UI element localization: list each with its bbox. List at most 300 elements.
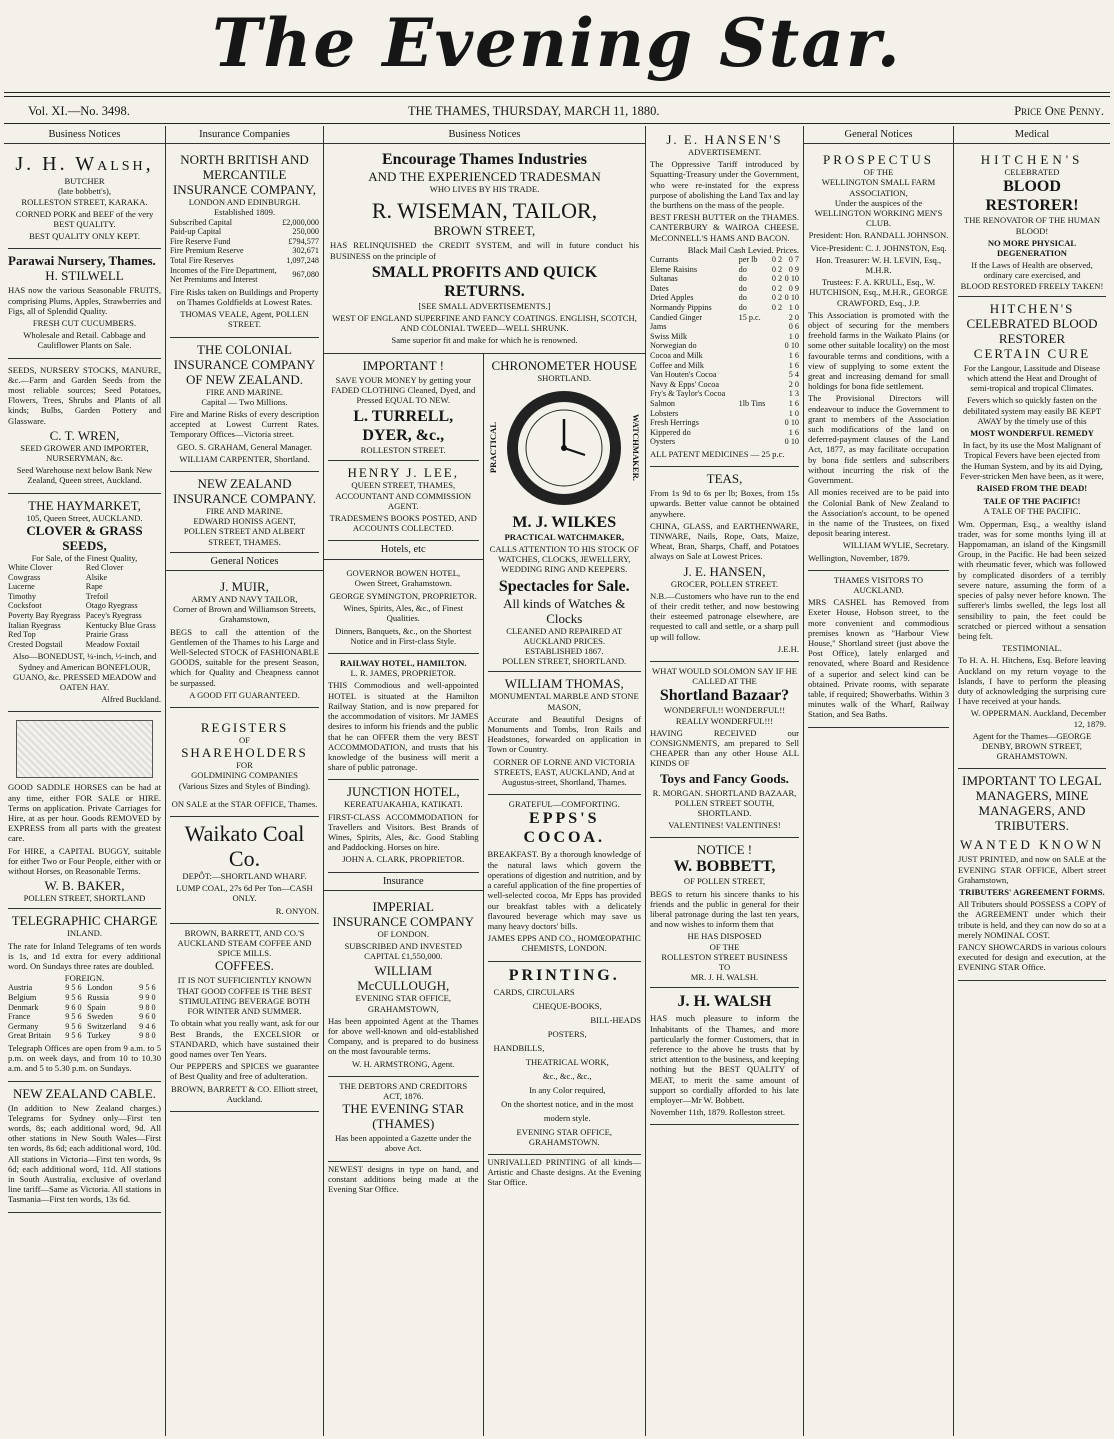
table-cell: Lucerne xyxy=(8,582,35,592)
ad-address: ROLLESTON STREET. xyxy=(360,445,446,456)
ad-tributers-forms xyxy=(958,769,1106,980)
ad-body-2: Fevers which so quickly fasten on the debilitated system may easily BE KEPT AWAY by the timely use of this xyxy=(962,395,1102,426)
table-cell: Eleme Raisins xyxy=(650,264,698,274)
ad-body: Accurate and Beautiful Designs of Monuments and Tombs, Iron Rails and Headstones, forwarded on application in Town or Country. xyxy=(487,713,641,755)
ad-side-label: PRACTICAL xyxy=(487,422,498,474)
ad-line: MOST WONDERFUL REMEDY xyxy=(970,428,1094,439)
table-cell xyxy=(770,409,782,419)
ad-body: HAVING RECEIVED our CONSIGNMENTS, am prepared to Sell CHEAPER than any other House ALL KINDS OF xyxy=(650,727,799,769)
table-cell: Trefoil xyxy=(85,591,109,601)
table-cell: Fire Reserve Fund xyxy=(170,236,231,246)
ad-line: MR. J. H. WALSH. xyxy=(690,972,759,983)
ad-hitchens-blood-restorer xyxy=(958,148,1106,297)
issue-date: THE THAMES, THURSDAY, MARCH 11, 1880. xyxy=(408,104,660,118)
ad-body: Wines, Spirits, Ales, &c., of Finest Qualities. xyxy=(343,603,463,624)
table-cell: Jams xyxy=(650,322,667,332)
ad-body: The rate for Inland Telegrams of ten words is 1s, and 1d extra for every additional word. On Sundays three rates are doubled. xyxy=(8,940,161,972)
table-cell: 9 5 6 xyxy=(65,1021,82,1031)
table-cell: 9 6 0 xyxy=(65,1002,82,1012)
ad-role: PRACTICAL WATCHMAKER, xyxy=(504,531,625,542)
price-table xyxy=(650,255,799,447)
table-cell xyxy=(770,341,782,351)
ad-heading: CHRONOMETER HOUSE xyxy=(491,357,638,373)
table-cell: Turkey xyxy=(87,1031,111,1041)
table-cell: White Clover xyxy=(8,563,53,573)
ad-william-thomas xyxy=(488,672,642,795)
ad-body: SEEDS, NURSERY STOCKS, MANURE, &c.—Farm and Garden Seeds from the most reliable sources; Seed Potatoes, Flowers, Trees, Shrubs and Plants of all kinds; Bulbs, Garden Pottery and Glassware. xyxy=(8,364,161,426)
table-cell: 1,097,248 xyxy=(286,255,319,265)
table-cell: Salmon xyxy=(650,398,676,408)
ad-line: TESTIMONIAL. xyxy=(1002,643,1062,654)
ad-line: GOLDMINING COMPANIES xyxy=(191,770,298,781)
ad-name: J. E. HANSEN'S xyxy=(666,132,783,147)
table-cell: Spain xyxy=(87,1002,106,1012)
section-header: Medical xyxy=(954,126,1110,144)
ad-name: J. H. WALSH xyxy=(677,993,772,1011)
ad-line: WELLINGTON WORKING MEN'S CLUB. xyxy=(814,208,943,229)
list-item: POSTERS, xyxy=(547,1028,587,1039)
ad-address: Seed Warehouse next below Bank New Zealand, Queen street, Auckland. xyxy=(16,465,153,486)
table-cell: Russia xyxy=(87,993,109,1003)
ad-imperial-insurance xyxy=(328,895,479,1077)
table-cell: Poverty Bay Ryegrass xyxy=(8,611,81,621)
ad-unrivalled: UNRIVALLED PRINTING of all kinds—Artistic and Chaste designs. At the Evening Star Office. xyxy=(487,1156,641,1188)
ad-body: JUST PRINTED, and now on SALE at the EVENING STAR OFFICE, Albert street Grahamstown, xyxy=(958,854,1106,885)
table-cell: 9 5 6 xyxy=(65,1012,82,1022)
table-cell: London xyxy=(87,983,113,993)
ad-body: From 1s 9d to 6s per lb; Boxes, from 15s upwards. Better value cannot be obtained anywhere. xyxy=(650,488,799,519)
list-item: CARDS, CIRCULARS xyxy=(493,986,575,997)
ad-name: J. MUIR, xyxy=(220,579,269,595)
ad-signature: WILLIAM WYLIE, Secretary. xyxy=(842,540,949,551)
ad-title: THE COLONIAL INSURANCE COMPANY OF NEW ZEALAND. xyxy=(173,341,316,387)
table-cell: Kentucky Blue Grass xyxy=(85,620,156,630)
ad-name: RAILWAY HOTEL, HAMILTON. xyxy=(339,658,467,669)
column-2 xyxy=(166,126,324,1436)
ad-hansen-teas xyxy=(650,467,799,662)
ad-address: Corner of Brown and Williamson Streets, Grahamstown, xyxy=(173,604,316,625)
table-cell: Sweden xyxy=(87,1012,113,1022)
ad-muir-tailor xyxy=(170,575,319,708)
ad-name: W. B. BAKER, xyxy=(44,878,125,894)
section-header-2: General Notices xyxy=(166,553,323,571)
ad-line: IMPERIAL xyxy=(372,898,434,914)
ad-title: BROWN, BARRETT, AND CO.'S xyxy=(184,927,305,938)
ad-title: IMPORTANT TO LEGAL MANAGERS, MINE MANAGERS, AND TRIBUTERS. xyxy=(962,773,1102,834)
table-cell: Austria xyxy=(8,983,33,993)
ad-address: BROWN STREET, xyxy=(433,223,536,239)
ad-line: NO MORE PHYSICAL DEGENERATION xyxy=(987,237,1077,259)
table-cell: 0 10 xyxy=(784,437,799,447)
table-cell: 1 0 xyxy=(788,408,799,418)
ad-signature: W. OPPERMAN. Auckland, December 12, 1879. xyxy=(970,708,1106,729)
ad-address: POLLEN STREET AND ALBERT STREET, THAMES. xyxy=(183,526,306,547)
ad-name: M. J. WILKES xyxy=(512,513,617,531)
ad-junction-hotel xyxy=(328,780,479,872)
table-cell: 0 2 xyxy=(771,283,783,293)
ad-headline: BLOOD RESTORER! xyxy=(985,178,1079,215)
ad-line: OF THE xyxy=(709,941,740,952)
capital-table xyxy=(170,218,319,285)
ad-capital: Capital — Two Millions. xyxy=(201,396,288,407)
ad-title: HITCHEN'S xyxy=(989,300,1075,316)
ad-thames-visitors xyxy=(808,571,949,728)
table-cell: Van Houten's Cocoa xyxy=(650,370,717,380)
ad-line: TO xyxy=(718,962,731,973)
section-header-insurance: Insurance xyxy=(324,873,483,891)
table-cell: Timothy xyxy=(8,591,36,601)
ad-signature: JAMES EPPS AND CO., HOMŒOPATHIC CHEMISTS, LONDON. xyxy=(487,933,641,954)
column-3 xyxy=(324,126,646,1436)
ad-role: ACCOUNTANT AND COMMISSION AGENT. xyxy=(335,490,472,511)
ad-line: CELEBRATED BLOOD RESTORER xyxy=(966,315,1098,346)
ad-line: If the Laws of Health are observed, ordinary care exercised, and xyxy=(971,260,1093,281)
ad-wren-seeds xyxy=(8,359,161,494)
section-header: Business Notices xyxy=(4,126,165,144)
ad-shortland-bazaar xyxy=(650,662,799,838)
ad-turrell-dyer xyxy=(328,354,479,462)
table-cell: 9 9 0 xyxy=(139,993,156,1003)
table-cell: Cowgrass xyxy=(8,572,41,582)
ad-line: A TALE OF THE PACIFIC. xyxy=(983,506,1081,517)
ad-body: SAVE YOUR MONEY by getting your FADED CLOTHING Cleaned, Dyed, and Pressed EQUAL TO NEW. xyxy=(331,374,476,406)
clock-icon xyxy=(505,389,623,507)
table-cell: Navy & Epps' Cocoa xyxy=(650,379,720,389)
section-header-hotels: Hotels, etc xyxy=(324,541,483,559)
table-cell: Fry's & Taylor's Cocoa xyxy=(650,389,726,399)
ad-line: HE HAS DISPOSED xyxy=(687,931,762,942)
table-cell xyxy=(770,399,782,409)
ad-title: J. H. Walsh, xyxy=(15,153,154,176)
table-cell xyxy=(739,361,770,371)
ad-body: CORNED PORK and BEEF of the very BEST QUALITY. xyxy=(15,208,154,230)
table-cell: 0 10 xyxy=(784,341,799,351)
table-cell xyxy=(739,418,770,428)
ad-subhead: LONDON AND EDINBURGH. xyxy=(188,197,301,208)
table-cell: 9 8 0 xyxy=(139,1031,156,1041)
section-header: General Notices xyxy=(804,126,953,144)
ad-established: Established 1809. xyxy=(213,207,276,218)
list-item: In any Color required, xyxy=(529,1084,606,1095)
table-cell: Switzerland xyxy=(87,1021,127,1031)
table-cell: £794,577 xyxy=(288,236,319,246)
table-cell: Candied Ginger xyxy=(650,312,703,322)
table-cell: 9 8 0 xyxy=(139,1002,156,1012)
ad-body: THIS Commodious and well-appointed HOTEL is situated at the Hamilton Railway Station, and is now prepared for the accommodation of visitors. Mr JAMES desires to inform his friends and the public that he can OFFER them the very BEST ACCOMMODATION, and trusts that his knowledge of the business will merit a share of public patronage. xyxy=(328,680,479,773)
printing-list xyxy=(488,985,642,1125)
ad-bobbett-notice xyxy=(650,838,799,988)
table-cell xyxy=(770,428,782,438)
ad-address: OF POLLEN STREET, xyxy=(683,876,766,887)
table-cell: 5 4 xyxy=(788,370,799,380)
table-cell: 1 0 xyxy=(788,303,799,312)
ad-product: COCOA. xyxy=(523,829,606,847)
table-cell: 1 6 xyxy=(788,398,799,408)
ad-henry-lee xyxy=(328,461,479,541)
ad-body-2: For HIRE, a CAPITAL BUGGY, suitable for either Two or Four People, either with or without Horses, on Reasonable Terms. xyxy=(8,845,161,877)
table-cell xyxy=(739,428,770,438)
ad-officer: Trustees: F. A. KRULL, Esq., W. HUTCHISON, Esq., M.H.R., GEORGE CRAWFORD, Esq., J.P. xyxy=(809,277,948,308)
ad-name: WILLIAM THOMAS, xyxy=(504,676,624,692)
ad-address: Owen Street, Grahamstown. xyxy=(354,577,452,588)
table-cell: Fire Premium Reserve xyxy=(170,246,244,256)
ad-heading: CLOVER & GRASS SEEDS, xyxy=(26,522,143,553)
ad-signature: BROWN, BARRETT & CO. Elliott street, Auckland. xyxy=(171,1083,318,1104)
ad-line: OF LONDON. xyxy=(377,928,430,939)
table-cell: 1lb Tins xyxy=(738,398,766,408)
table-cell: 15 p.c. xyxy=(738,312,761,322)
ad-line: OF xyxy=(239,735,250,746)
ad-line: FOR xyxy=(236,760,253,771)
ad-name: JUNCTION HOTEL, xyxy=(346,784,460,800)
table-cell: 0 2 xyxy=(771,274,783,284)
column-6 xyxy=(954,126,1110,1436)
ad-heading: CERTAIN CURE xyxy=(973,345,1091,361)
ad-title: NORTH BRITISH AND MERCANTILE INSURANCE COMPANY, xyxy=(172,152,317,198)
ad-registers xyxy=(170,708,319,817)
ad-body: For the Langour, Lassitude and Disease which attend the Heat and Drought of semi-tropical and tropical Climates. xyxy=(963,362,1101,394)
ad-line: SUBSCRIBED AND INVESTED CAPITAL £1,550,000. xyxy=(344,940,462,962)
ad-brand: EPPS'S xyxy=(529,810,600,828)
ad-body: Has been appointed Agent at the Thames for above well-known and old-established Company, and is prepared to do business on the most favourable terms. xyxy=(328,1015,479,1057)
list-item: HANDBILLS, xyxy=(493,1042,545,1053)
table-cell xyxy=(770,370,782,380)
table-cell: 9 5 6 xyxy=(65,993,82,1003)
ad-body-2: Dinners, Banquets, &c., on the Shortest Notice and in First-class Style. xyxy=(335,625,472,646)
table-cell xyxy=(770,332,782,342)
ad-line: INSURANCE COMPANY xyxy=(332,913,474,929)
ad-wilkes-watchmaker xyxy=(488,354,642,673)
ad-title: NEW ZEALAND INSURANCE COMPANY. xyxy=(172,476,317,506)
ad-body: LUMP COAL, 27s 6d Per Ton—CASH ONLY. xyxy=(176,883,313,904)
table-cell xyxy=(770,322,782,332)
table-cell xyxy=(739,370,770,380)
ad-title: THE HAYMARKET, xyxy=(28,497,141,513)
ad-headline: Shortland Bazaar? xyxy=(659,687,790,705)
ad-line: WHAT WOULD SOLOMON SAY IF HE CALLED AT THE xyxy=(652,665,797,687)
table-cell: Germany xyxy=(8,1021,39,1031)
table-cell: Incomes of the Fire Department, Net Premiums and Interest xyxy=(170,265,277,285)
ad-footer: FANCY SHOWCARDS in various colours executed for design and execution, at the EVENING STAR Office. xyxy=(958,941,1107,973)
list-item: CHEQUE-BOOKS, xyxy=(532,1000,602,1011)
ad-proprietor: L. R. JAMES, PROPRIETOR. xyxy=(350,668,457,679)
table-cell: Norwegian do xyxy=(650,341,697,351)
ad-line: All kinds of Watches & Clocks xyxy=(503,595,626,626)
table-cell: Pacey's Ryegrass xyxy=(85,611,142,621)
ad-name: R. WISEMAN, TAILOR, xyxy=(371,198,598,224)
table-cell: Rape xyxy=(85,582,103,592)
ad-note: (late bobbett's), xyxy=(57,186,112,197)
section-header: Insurance Companies xyxy=(166,126,323,144)
ad-printing xyxy=(488,962,642,1155)
ad-proprietor: GEORGE SYMINGTON, PROPRIETOR. xyxy=(329,591,477,602)
ad-wellington-prospectus xyxy=(808,148,949,571)
table-cell: Swiss Milk xyxy=(650,331,688,341)
table-cell: Great Britain xyxy=(8,1031,51,1041)
ad-body: FIRST-CLASS ACCOMMODATION for Travellers and Visitors. Best Brands of Wines, Spirits, Ales, &c. Good Stabling and Paddocking. Horses on hire. xyxy=(328,811,479,853)
table-cell: do xyxy=(738,264,747,274)
ad-line: ROLLESTON STREET BUSINESS xyxy=(661,951,788,962)
ad-line: ACT, 1876. xyxy=(383,1090,424,1101)
ad-footer: Wholesale and Retail. Cabbage and Cauliflower Plants on Sale. xyxy=(23,330,146,351)
table-cell xyxy=(739,351,770,361)
ad-wiseman-tailor xyxy=(324,148,645,353)
ad-line: THE EVENING STAR (THAMES) xyxy=(342,1101,465,1132)
ad-body: IT IS NOT SUFFICIENTLY KNOWN THAT GOOD COFFEE IS THE BEST STIMULATING BEVERAGE BOTH FOR WINTER AND SUMMER. xyxy=(177,975,312,1017)
table-cell xyxy=(770,437,782,447)
table-cell xyxy=(739,322,770,332)
table-cell: Denmark xyxy=(8,1002,39,1012)
ad-footer: TRADESMEN'S BOOKS POSTED, AND ACCOUNTS COLLECTED. xyxy=(329,513,477,534)
table-cell: per lb xyxy=(738,255,758,265)
ad-body: HAS RELINQUISHED the CREDIT SYSTEM, and will in future conduct his BUSINESS on the principle of xyxy=(330,240,639,261)
ad-haymarket xyxy=(8,494,161,713)
ad-body-2: To obtain what you really want, ask for our Best Brands, the EXCELSIOR or STANDARD, which have sustained their good names over Ten Years. xyxy=(170,1018,319,1059)
ad-address: CORNER OF LORNE AND VICTORIA STREETS, EAST, AUCKLAND, And at Augustus-street, Shortland, Thames. xyxy=(493,756,636,788)
ad-line: WHO LIVES BY HIS TRADE. xyxy=(429,184,540,195)
table-cell xyxy=(770,361,782,371)
ad-line: CLEANED AND REPAIRED AT AUCKLAND PRICES. xyxy=(506,625,623,646)
table-cell: Dried Apples xyxy=(650,293,694,303)
table-cell: Paid-up Capital xyxy=(170,227,222,237)
ad-title: Parawai Nursery, Thames. xyxy=(8,253,156,269)
table-cell: 0 10 xyxy=(784,293,799,303)
ad-railway-hotel xyxy=(328,654,479,780)
ad-subhead: FIRE AND MARINE. xyxy=(205,386,284,397)
ad-body: HAS now the various Seasonable FRUITS, comprising Plums, Apples, Strawberries and Figs, all of Splendid Quality. xyxy=(8,285,161,316)
ad-office: EVENING STAR OFFICE, xyxy=(355,993,452,1004)
ad-footer: Fire Risks taken on Buildings and Property on Thames Goldfields at Lowest Rates. xyxy=(170,286,319,307)
ad-body-3: All monies received are to be paid into the Colonial Bank of New Zealand to the Association's account, to be opened in the name of the Trustees, on fixed deposit bearing interest. xyxy=(808,487,949,539)
ad-footer: WEST OF ENGLAND SUPERFINE AND FANCY COATINGS. ENGLISH, SCOTCH, AND COLONIAL TWEED—WELL SHRUNK. xyxy=(332,313,637,334)
ad-hitchens-certain-cure xyxy=(958,297,1106,770)
ad-subhead: DEPÔT:—SHORTLAND WHARF. xyxy=(182,871,307,882)
table-cell: Coffee and Milk xyxy=(650,360,704,370)
table-cell: 9 5 6 xyxy=(139,983,156,993)
table-cell: Otago Ryegrass xyxy=(85,601,138,611)
ad-title: NEW ZEALAND CABLE. xyxy=(12,1085,157,1101)
ad-line: OF THE xyxy=(863,167,894,178)
table-cell: Meadow Foxtail xyxy=(85,639,140,649)
ad-hansen xyxy=(650,126,799,467)
table-cell: Subscribed Capital xyxy=(170,217,233,227)
ad-note: [SEE SMALL ADVERTISEMENTS.] xyxy=(418,300,551,311)
ad-role: GROCER, POLLEN STREET. xyxy=(670,578,779,589)
table-cell: 0 7 xyxy=(788,255,799,265)
ad-slogan: SMALL PROFITS AND QUICK RETURNS. xyxy=(371,263,598,300)
ad-nz-insurance xyxy=(170,472,319,553)
ad-line: SHAREHOLDERS xyxy=(181,745,308,761)
ad-body-2: The Provisional Directors will endeavour to induce the Government to grant to members of the Association such modifications of the land on deferred-payment clauses of the Land Act, 1877, as may facilitate occupation by bona fide settlers and subscribers without incurring the risk of the Government. xyxy=(808,393,949,486)
ad-heading: COFFEES. xyxy=(215,958,274,974)
ad-note: N.B.—Customers who have run to the end of their credit tether, and now bestowing their esteemed patronage elsewhere, are requested to call and settle, or a sharp pull up will follow. xyxy=(650,590,799,642)
column-3-subcolumns xyxy=(324,354,645,1436)
ad-title: TELEGRAPHIC CHARGE xyxy=(11,913,158,929)
ad-address: 105, Queen Street, AUCKLAND. xyxy=(26,512,143,523)
newspaper-title: The Evening Star. xyxy=(212,4,902,82)
ad-signature: EVENING STAR OFFICE, GRAHAMSTOWN. xyxy=(516,1126,613,1147)
masthead xyxy=(0,0,1114,92)
table-cell: Currants xyxy=(650,255,679,265)
ad-subhead: FRESH CUT CUCUMBERS. xyxy=(32,318,137,329)
ad-town: GRAHAMSTOWN, xyxy=(367,1003,439,1014)
ad-product: Toys and Fancy Goods. xyxy=(660,770,789,786)
table-cell: 2 0 xyxy=(788,379,799,389)
ad-parawai-nursery xyxy=(8,249,161,358)
table-cell xyxy=(739,409,770,419)
ad-officer: Hon. Treasurer: W. H. LEVIN, Esq., M.H.R. xyxy=(815,254,942,276)
ad-name: WILLIAM McCULLOUGH, xyxy=(357,963,450,994)
ad-line: Has been appointed a Gazette under the above Act. xyxy=(335,1133,472,1154)
ad-body-3: In fact, by its use the Most Malignant of Tropical Fevers have been ejected from the Human System, and by its aid Dying, Fever-stricken Men have been, as it were, xyxy=(960,440,1104,481)
table-cell: Normandy Pippins xyxy=(650,303,712,312)
ad-proprietor: JOHN A. CLARK, PROPRIETOR. xyxy=(342,854,465,865)
ad-footer: VALENTINES! VALENTINES! xyxy=(668,820,781,831)
ad-story: Wm. Opperman, Esq., a wealthy island trader, was for some months lying ill at Happomaman, an island of the Kingsmill Group, in the Pacific. He had been seized with rheumatic fever, which was followed by complicated disorders of a terribly severe nature, assuming the form of a species of palsy never before known. The sufferer's limbs swelled, the legs lost all sensibility to pain, the feet could be scratched or pierced without a sensation being felt. xyxy=(958,518,1106,641)
ad-role: SEED GROWER AND IMPORTER, NURSERYMAN, &c. xyxy=(20,442,149,464)
ad-name: W. BOBBETT, xyxy=(673,858,776,876)
ad-manager: GEO. S. GRAHAM, General Manager. xyxy=(176,441,313,452)
ad-body: BREAKFAST. By a thorough knowledge of the natural laws which govern the operations of digestion and nutrition, and by a careful application of the fine properties of well-selected cocoa, Mr Epps has provided our breakfast tables with a delicately flavoured beverage which may save us many heavy doctors' bills. xyxy=(487,849,641,931)
ad-tagline: A GOOD FIT GUARANTEED. xyxy=(189,689,300,700)
ad-colonial-insurance xyxy=(170,338,319,472)
table-cell: 0 9 xyxy=(788,283,799,293)
ad-line: THE DEBTORS AND CREDITORS xyxy=(339,1080,468,1091)
ad-date: November 11th, 1879. Rolleston street. xyxy=(650,1107,786,1118)
table-cell: 1 3 xyxy=(788,389,799,399)
price: Price One Penny. xyxy=(1014,104,1104,118)
ad-subhead: For Sale, of the Finest Quality, xyxy=(31,552,138,563)
ad-subhead: SHORTLAND. xyxy=(537,372,592,383)
ad-agent: EDWARD HONISS AGENT, xyxy=(193,516,296,527)
ad-footer: Also—BONEDUST, ¼-inch, ½-inch, and Sydney and American BONEFLOUR, GUANO, &c. PRESSED MEADOW and OATEN HAY. xyxy=(12,651,157,693)
column-1 xyxy=(4,126,166,1436)
ad-footer: Our PEPPERS and SPICES we guarantee of Best Quality and free of adulteration. xyxy=(170,1061,319,1082)
ad-footer: Telegraph Offices are open from 9 a.m. to 5 p.m. on week days, and from 10 to 10.30 a.m. and 5 to 5.30 p.m. on Sundays. xyxy=(8,1043,161,1074)
ad-governor-bowen xyxy=(328,564,479,654)
ad-line: WONDERFUL!! WONDERFUL!! REALLY WONDERFUL!!! xyxy=(663,705,786,726)
ad-debtors-act xyxy=(328,1077,479,1162)
ad-title: THAMES VISITORS TO AUCKLAND. xyxy=(833,574,924,595)
table-cell xyxy=(739,380,770,390)
table-cell: 302,671 xyxy=(292,246,319,256)
ad-signature: R. ONYON. xyxy=(275,905,319,916)
ad-line: TALE OF THE PACIFIC! xyxy=(983,496,1081,507)
ad-heading: NOTICE ! xyxy=(696,842,753,858)
ad-address: POLLEN STREET, SHORTLAND xyxy=(23,893,146,904)
ad-address: QUEEN STREET, THAMES, xyxy=(351,480,456,491)
ad-title: HITCHEN'S xyxy=(980,152,1084,168)
table-cell: Kippered do xyxy=(650,427,691,437)
ad-footer-2: Same superior fit and make for which he is renowned. xyxy=(391,335,578,346)
table-cell: 1 6 xyxy=(788,427,799,437)
table-cell: Lobsters xyxy=(650,408,679,418)
price-table-footer: ALL PATENT MEDICINES — 25 p.c. xyxy=(650,448,785,459)
ad-address: POLLEN STREET, SHORTLAND. xyxy=(502,656,627,667)
ad-address: KEREATUAKAHIA, KATIKATI. xyxy=(343,799,463,810)
table-cell: 2 0 xyxy=(788,312,799,322)
ad-title: PROSPECTUS xyxy=(823,152,934,168)
table-cell: Dates xyxy=(650,283,669,293)
table-cell: 9 6 0 xyxy=(139,1012,156,1022)
ad-body: This Association is promoted with the object of securing for the members freehold farms in the Waikato Plains (or some other suitable locality) on the most favourable terms and conditions, with a view of supplying to some extent the great and increasing demand for small holdings for bona fide settlement. xyxy=(808,309,949,392)
table-cell: 9 5 6 xyxy=(65,1031,82,1041)
ad-heading: TEAS, xyxy=(706,471,743,487)
table-cell: Oysters xyxy=(650,437,676,447)
ad-testimonial: To H. A. H. Hitchens, Esq. Before leaving Auckland on my return voyage to the Islands, I have to perform the pleasing duty of acknowledging the surprising cure I have received at your hands. xyxy=(958,655,1106,707)
table-cell: Cocoa and Milk xyxy=(650,350,703,360)
ad-subhead-2: FOREIGN. xyxy=(64,973,105,984)
